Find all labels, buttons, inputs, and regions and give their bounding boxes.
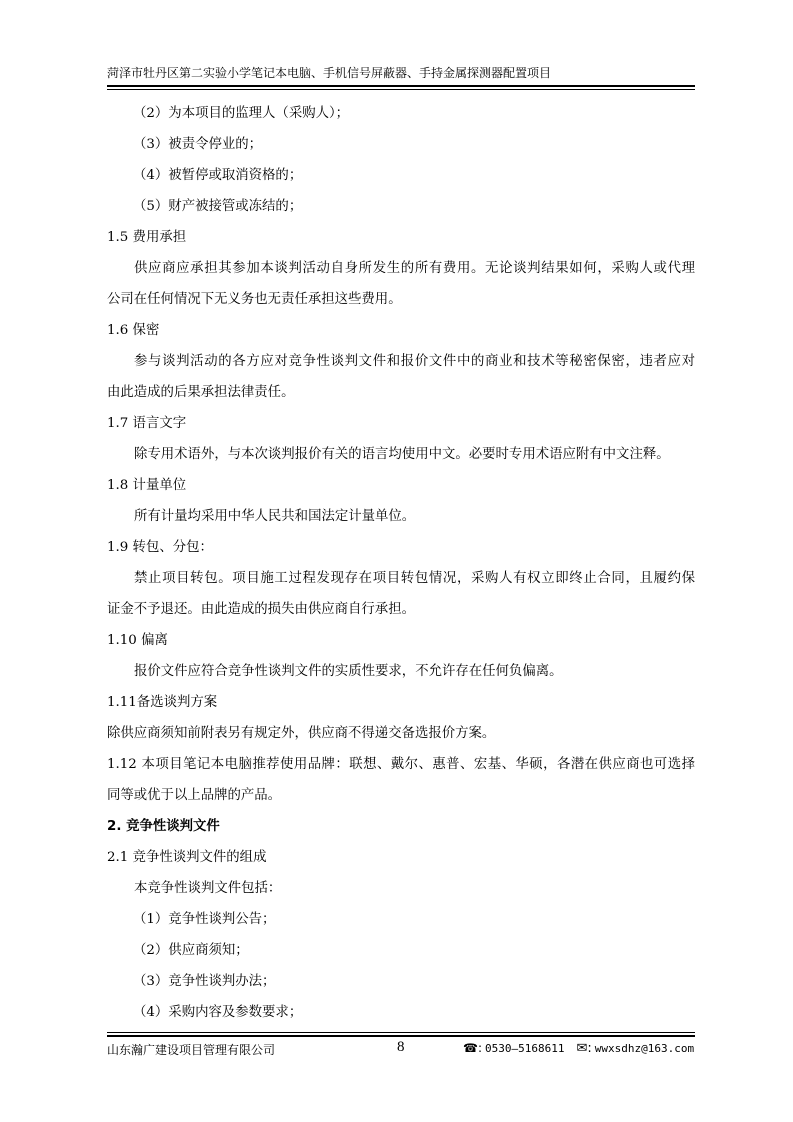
paragraph-line: 报价文件应符合竞争性谈判文件的实质性要求，不允许存在任何负偏离。 [134,664,563,679]
paragraph-line: 证金不予退还。由此造成的损失由供应商自行承担。 [107,602,415,617]
footer-contact [463,1041,694,1056]
list-item: （4）采购内容及参数要求； [133,1005,303,1020]
paragraph-line: 禁止项目转包。项目施工过程发现存在项目转包情况，采购人有权立即终止合同，且履约保 [134,571,695,586]
paragraph-line: 所有计量均采用中华人民共和国法定计量单位。 [134,509,416,524]
paragraph-line: 参与谈判活动的各方应对竞争性谈判文件和报价文件中的商业和技术等秘密保密，违者应对 [134,354,695,369]
section-heading: 1.8 计量单位 [107,478,187,493]
section-heading: 2.1 竞争性谈判文件的组成 [107,850,267,865]
section-heading: 1.6 保密 [107,323,160,338]
paragraph-line: 由此造成的后果承担法律责任。 [107,385,295,400]
section-heading: 1.7 语言文字 [107,416,187,431]
footer-rule [107,1035,695,1037]
paragraph-line: 除供应商须知前附表另有规定外，供应商不得递交备选报价方案。 [107,726,496,741]
phone-icon: ☎: [463,1041,482,1055]
list-item: （3）竞争性谈判办法； [133,974,276,989]
list-item: （3）被责令停业的； [133,137,263,152]
paragraph-line: 除专用术语外，与本次谈判报价有关的语言均使用中文。必要时专用术语应附有中文注释。 [134,447,670,462]
section-heading: 1.5 费用承担 [107,230,187,245]
footer-rule-thin [107,1032,695,1033]
chapter-heading: 2. 竞争性谈判文件 [107,819,220,834]
header-title: 菏泽市牡丹区第二实验小学笔记本电脑、手机信号屏蔽器、手持金属探测器配置项目 [107,66,552,80]
paragraph-line: 供应商应承担其参加本谈判活动自身所发生的所有费用。无论谈判结果如何，采购人或代理 [134,261,695,276]
paragraph-line: 公司在任何情况下无义务也无责任承担这些费用。 [107,292,402,307]
footer-phone: 0530—5168611 [485,1042,565,1055]
paragraph-line: 1.12 本项目笔记本电脑推荐使用品牌：联想、戴尔、惠普、宏基、华硕，各潜在供应商也可选择 [107,757,695,772]
list-item: （2）为本项目的监理人（采购人）； [133,106,350,121]
list-item: （1）竞争性谈判公告； [133,912,276,927]
mail-icon: ✉: [576,1041,592,1056]
paragraph-line: 同等或优于以上品牌的产品。 [107,788,282,803]
header-rule [107,85,695,87]
page-number: 8 [397,1039,405,1055]
section-heading: 1.9 转包、分包： [107,540,213,555]
paragraph-line: 本竞争性谈判文件包括： [134,881,282,896]
list-item: （2）供应商须知； [133,943,249,958]
list-item: （5）财产被接管或冻结的； [133,199,303,214]
section-heading: 1.10 偏离 [107,633,168,648]
section-heading: 1.11备选谈判方案 [107,695,218,710]
footer-email: wwxsdhz@163.com [594,1042,695,1055]
footer-company: 山东瀚广建设项目管理有限公司 [107,1043,276,1057]
header-rule-thin [107,89,695,90]
list-item: （4）被暂停或取消资格的； [133,168,303,183]
